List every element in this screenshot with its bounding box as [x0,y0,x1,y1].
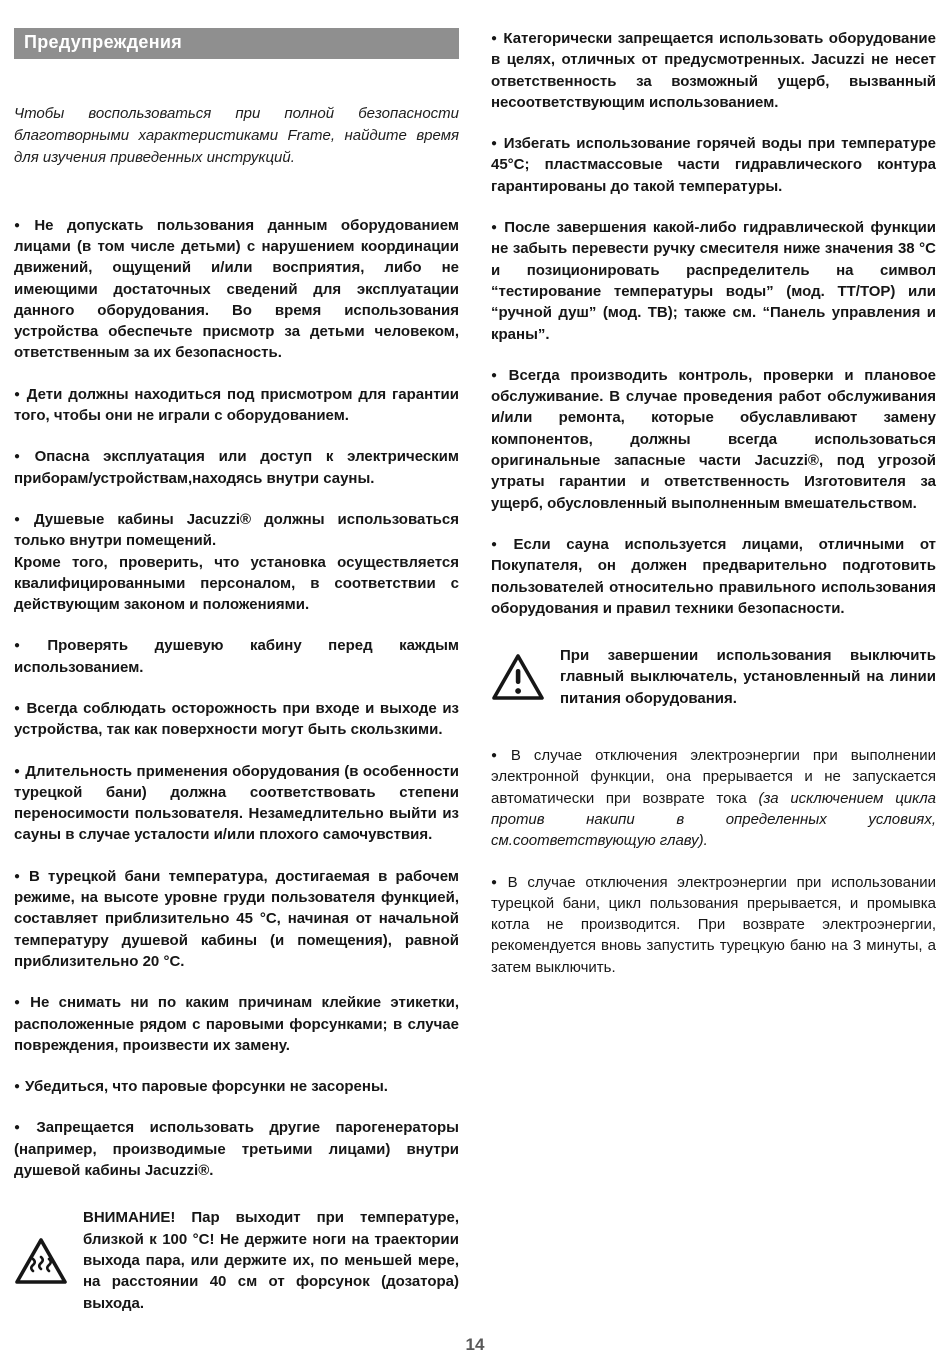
bullet-text: Всегда производить контроль, проверки и плановое обслуживание. В случае проведения работ обслуживания и/или ремонта, которые обуславливают замену компонентов, должны всегда использоваться оригинальные запасные части Jacuzzi®, под угрозой утраты гарантии и ответственность Изготовителя за ущерб, обусловленный выполненным вмешательством. [491,366,936,512]
bullet-continuation: Кроме того, проверить, что установка осуществляется квалифицированными персоналом, в соответствии с действующим законом и положениями. [14,553,459,614]
bullet-marker-icon: ● [491,222,500,234]
bullet-marker-icon: ● [14,451,30,463]
warning-triangle-icon [491,653,545,701]
bullet-text: Всегда соблюдать осторожность при входе и выходе из устройства, так как поверхности могут быть скользкими. [14,699,459,739]
bullet-marker-icon: ● [14,513,29,525]
bullet-marker-icon: ● [14,702,22,714]
page-number: 14 [465,1335,485,1354]
bullet-text: В случае отключения электроэнергии при выполнении электронной функции, она прерывается и не запускается автоматически при возврате тока [491,747,937,807]
bullet-marker-icon: ● [14,640,43,652]
bullet-marker-icon: ● [491,750,506,762]
bullet-item [14,866,459,972]
bullet-marker-icon: ● [491,538,509,550]
bullet-item [491,217,936,345]
bullet-text-italic: (за исключением цикла против накипи в определенных условиях, см.соответствующую главу). [491,789,936,850]
bullet-text: Категорически запрещается использовать оборудование в целях, отличных от предусмотренных. Jacuzzi не несет ответственность за возможный ущерб, вызванный несоответствующим использованием. [491,30,937,111]
bullet-marker-icon: ● [14,997,26,1009]
bullet-marker-icon: ● [491,33,499,44]
bullet-text: После завершения какой-либо гидравлической функции не забыть перевести ручку смесителя ниже значения 38 °C и позиционировать распределитель на символ “тестирование температуры воды” (мод. ТТ/ТОР) или “ручной душ” (мод. ТВ); также см. “Панель управления и краны”. [491,219,937,343]
bullet-item [491,28,936,113]
left-column [14,28,459,1334]
steam-hazard-icon [14,1237,68,1285]
bullet-text: В случае отключения электроэнергии при использовании турецкой бани, цикл пользования прерывается, и промывка котла не производится. При возврате электроэнергии, рекомендуется вновь запустить турецкую баню на 3 минуты, а затем выключить. [491,873,936,976]
shutdown-warning-note [491,645,936,709]
bullet-text: Не снимать ни по каким причинам клейкие этикетки, расположенные рядом с паровыми форсунками; в случае повреждения, произвести их замену. [14,994,459,1054]
two-column-layout [14,28,936,1334]
bullet-item [14,509,459,552]
bullet-marker-icon: ● [14,870,25,882]
bullet-marker-icon: ● [491,876,503,888]
right-column [491,28,936,1334]
bullet-marker-icon: ● [491,369,504,381]
intro-note: Чтобы воспользоваться при полной безопасности благотворными характеристиками Frame, найдите время для изучения приведенных инструкций. [14,105,459,166]
bullet-item [14,992,459,1056]
caution-steam-note [14,1207,459,1313]
bullet-marker-icon: ● [14,219,30,231]
warnings-header-bar: Предупреждения [14,28,459,59]
bullet-text: Проверять душевую кабину перед каждым использованием. [14,637,459,676]
bullet-item [14,635,459,678]
bullet-marker-icon: ● [14,1122,32,1134]
bullet-item [491,745,936,851]
caution-steam-text: ВНИМАНИЕ! Пар выходит при температуре, близкой к 100 °C! Не держите ноги на траектории выхода пара, или держите их, по меньшей мере, на расстоянии 40 см от форсунок (дозатора) выхода. [83,1209,459,1312]
bullet-marker-icon: ● [491,138,499,150]
bullet-item [14,1076,459,1097]
bullet-text: Душевые кабины Jacuzzi® должны использоваться только внутри помещений. [14,510,459,550]
bullet-item [14,384,459,427]
bullet-marker-icon: ● [14,1081,21,1093]
bullet-text: Убедиться, что паровые форсунки не засорены. [25,1078,388,1096]
bullet-item [14,1117,459,1181]
bullet-text: Избегать использование горячей воды при температуре 45°C; пластмассовые части гидравлического контура гарантированы до такой температуры. [491,135,936,195]
bullet-marker-icon: ● [14,388,22,400]
bullet-item [491,872,936,978]
bullet-marker-icon: ● [14,765,21,777]
bullet-item [14,446,459,489]
bullet-text: В турецкой бани температура, достигаемая в рабочем режиме, на высоте уровне груди пользователя функцией, составляет приблизительно 45 °C, начиная от начальной температуру душевой кабины (и помещения), равной приблизительно 20 °C. [14,867,459,970]
shutdown-warning-text: При завершении использования выключить главный выключатель, установленный на линии питания оборудования. [560,647,936,707]
bullet-text: Запрещается использовать другие парогенераторы (например, производимые третьими лицами) внутри душевой кабины Jacuzzi®. [14,1119,459,1180]
bullet-item [14,215,459,364]
bullet-item [14,698,459,741]
bullet-text: Если сауна используется лицами, отличными от Покупателя, он должен предварительно подготовить пользователей относительно правильного использования оборудования и правил техники безопасности. [491,535,936,617]
bullet-item [491,365,936,514]
bullet-text: Дети должны находиться под присмотром для гарантии того, чтобы они не играли с оборудованием. [14,385,459,425]
bullet-text: Опасна эксплуатация или доступ к электрическим приборам/устройствам,находясь внутри сауны. [14,448,460,487]
bullet-text: Не допускать пользования данным оборудованием лицами (в том числе детьми) с нарушением координации движений, ощущений и/или восприятия, либо не имеющими достаточных сведений для эксплуатации данного оборудования. Во время использования устройства обеспечьте присмотр за детьми человеком, ответственным за их безопасность. [14,216,459,362]
bullet-item [491,534,936,619]
bullet-text: Длительность применения оборудования (в особенности турецкой бани) должна соответствовать степени переносимости пользователя. Незамедлительно выйти из сауны в случае усталости и/или плохого самочувствия. [14,762,459,844]
bullet-item [491,133,936,197]
bullet-item [14,761,459,846]
